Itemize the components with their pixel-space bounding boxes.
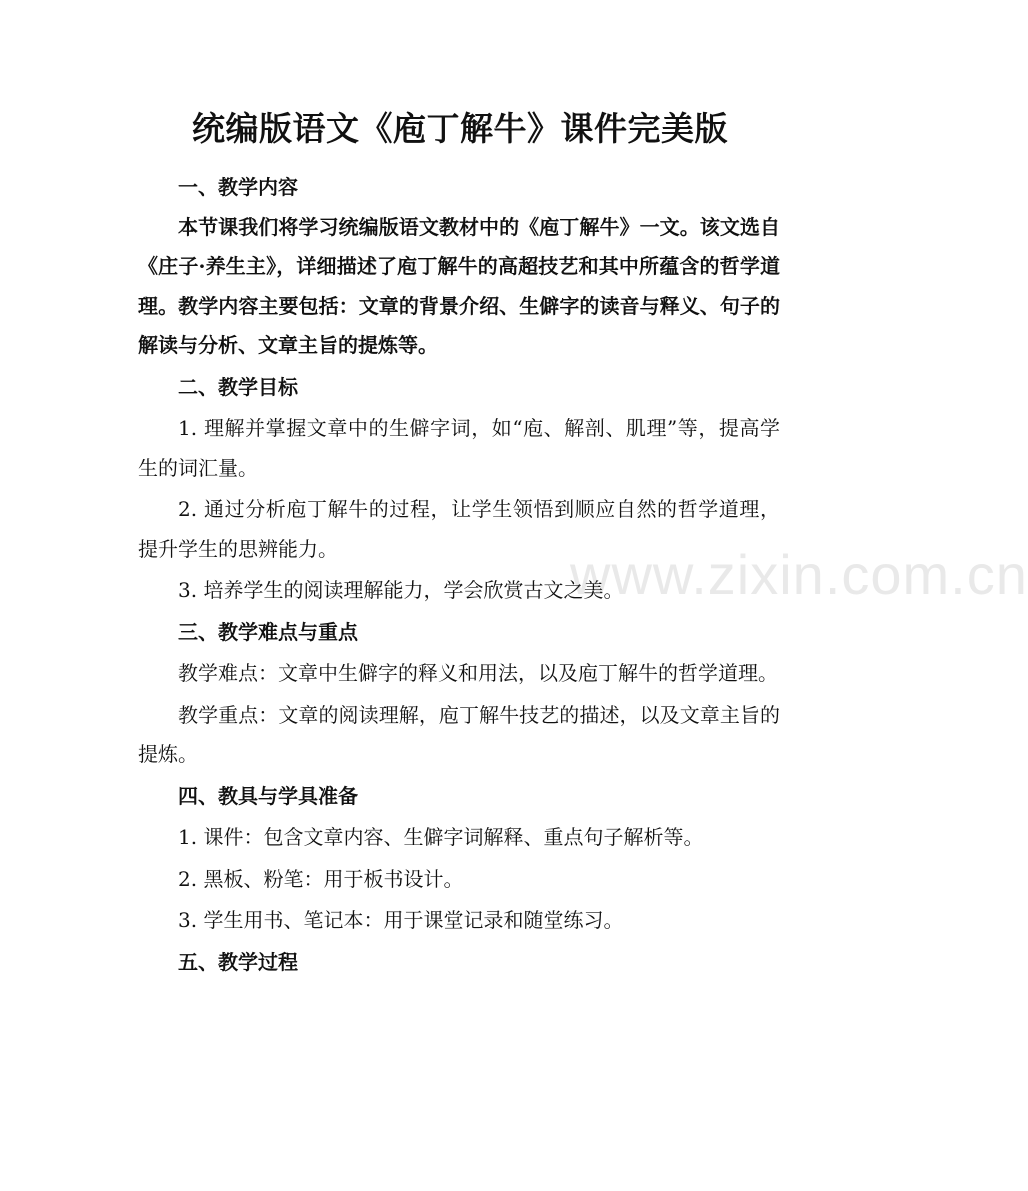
goal-item-1: 1. 理解并掌握文章中的生僻字词，如“庖、解剖、肌理”等，提高学生的词汇量。: [138, 416, 780, 480]
goal-item-2: 2. 通过分析庖丁解牛的过程，让学生领悟到顺应自然的哲学道理，提升学生的思辨能力。: [138, 497, 780, 561]
materials-item-3: 3. 学生用书、笔记本：用于课堂记录和随堂练习。: [178, 908, 624, 932]
document-title: 统编版语文《庖丁解牛》课件完美版: [192, 109, 728, 148]
materials-item-2: 2. 黑板、粉笔：用于板书设计。: [178, 866, 464, 891]
paragraph-teaching-content: 本节课我们将学习统编版语文教材中的《庖丁解牛》一文。该文选自《庄子·养生主》，详细描述了庖丁解牛的高超技艺和其中所蕴含的哲学道理。教学内容主要包括：文章的背景介绍、生僻字的读音与释义、句子的解读与分析、文章主旨的提炼等。: [138, 214, 780, 357]
paragraph-key-points: 教学重点：文章的阅读理解，庖丁解牛技艺的描述，以及文章主旨的提炼。: [138, 702, 780, 766]
section-heading-teaching-goals: 二、教学目标: [178, 374, 298, 399]
watermark-text: www.zixin.com.cn: [570, 543, 1028, 606]
goal-item-3: 3. 培养学生的阅读理解能力，学会欣赏古文之美。: [178, 578, 624, 602]
section-heading-process: 五、教学过程: [178, 949, 298, 974]
section-heading-materials: 四、教具与学具准备: [178, 783, 358, 808]
section-heading-difficulties: 三、教学难点与重点: [178, 619, 358, 644]
section-heading-teaching-content: 一、教学内容: [178, 175, 298, 199]
paragraph-difficulty: 教学难点：文章中生僻字的释义和用法，以及庖丁解牛的哲学道理。: [178, 661, 778, 685]
materials-item-1: 1. 课件：包含文章内容、生僻字词解释、重点句子解析等。: [178, 825, 704, 849]
